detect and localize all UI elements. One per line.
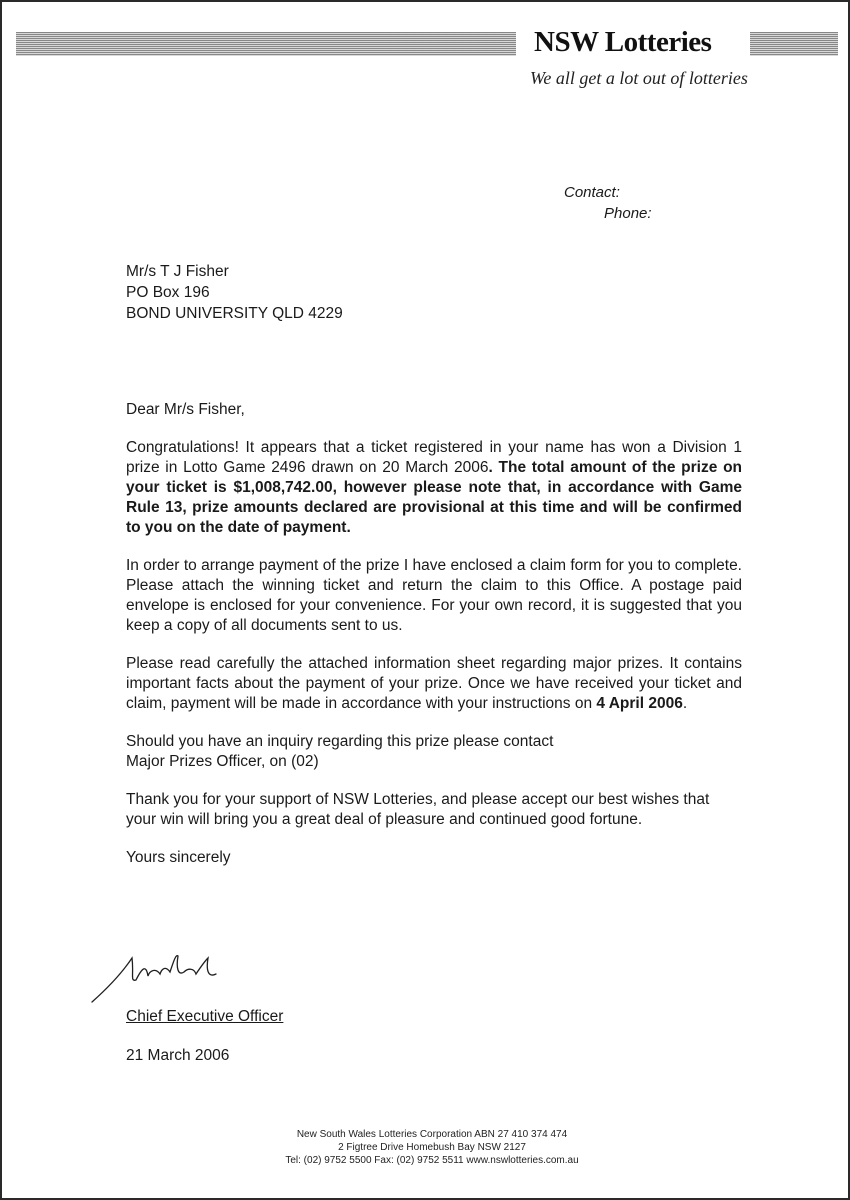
paragraph-thanks: Thank you for your support of NSW Lotteries, and please accept our best wishes that your win will bring you a great deal of pleasure and continued good fortune. bbox=[126, 791, 710, 828]
paragraph-claim-instructions: In order to arrange payment of the prize I have enclosed a claim form for you to complete. Please attach the winning ticket and return the claim to this Office. A postage paid envelope is enclosed for your convenience. For your own record, it is suggested that you keep a copy of all documents sent to us. bbox=[126, 557, 742, 634]
paragraph-inquiry bbox=[126, 732, 742, 772]
footer-line3: Tel: (02) 9752 5500 Fax: (02) 9752 5511 www.nswlotteries.com.au bbox=[285, 1155, 579, 1166]
signature bbox=[90, 946, 240, 1006]
letter-date: 21 March 2006 bbox=[126, 1047, 230, 1064]
footer-line2: 2 Figtree Drive Homebush Bay NSW 2127 bbox=[338, 1142, 526, 1153]
letter-body bbox=[126, 400, 742, 886]
signatory-title: Chief Executive Officer bbox=[126, 1008, 284, 1025]
inquiry-line1: Should you have an inquiry regarding this prize please contact bbox=[126, 733, 554, 750]
contact-label: Contact: bbox=[564, 184, 620, 201]
paragraph-congratulations bbox=[126, 438, 742, 538]
paragraph-congratulations-text: Congratulations! It appears that a ticket registered in your name has won a Division 1 prize in Lotto Game 2496 drawn on 20 March 2006 bbox=[126, 439, 742, 476]
recipient-address-line2: BOND UNIVERSITY QLD 4229 bbox=[126, 305, 343, 322]
salutation: Dear Mr/s Fisher, bbox=[126, 401, 245, 418]
recipient-name: Mr/s T J Fisher bbox=[126, 263, 229, 280]
closing: Yours sincerely bbox=[126, 849, 231, 866]
paragraph-information-end: . bbox=[682, 695, 688, 712]
paragraph-information-sheet bbox=[126, 654, 742, 714]
inquiry-line2: Major Prizes Officer, on (02) bbox=[126, 753, 319, 770]
footer bbox=[202, 1128, 662, 1167]
letterhead-stripe-left bbox=[16, 32, 516, 56]
recipient-address bbox=[126, 261, 343, 324]
letterhead-stripe-right bbox=[750, 32, 838, 56]
phone-label: Phone: bbox=[604, 205, 652, 222]
brand-tagline: We all get a lot out of lotteries bbox=[530, 68, 748, 88]
payment-date: 4 April 2006 bbox=[596, 695, 683, 712]
recipient-address-line1: PO Box 196 bbox=[126, 284, 210, 301]
paragraph-congratulations-emphasis: . The total amount of the prize on your ticket is $1,008,742.00, however please note that, in accordance with Game Rule 13, prize amounts declared are provisional at this time and will be confirmed to you on the date of payment. bbox=[126, 459, 743, 536]
paragraph-information-text: Please read carefully the attached information sheet regarding major prizes. It contains important facts about the payment of your prize. Once we have received your ticket and claim, payment will be made in accordance with your instructions on bbox=[126, 655, 742, 712]
brand-logo: NSW Lotteries bbox=[534, 26, 712, 58]
footer-line1: New South Wales Lotteries Corporation ABN 27 410 374 474 bbox=[296, 1129, 568, 1140]
